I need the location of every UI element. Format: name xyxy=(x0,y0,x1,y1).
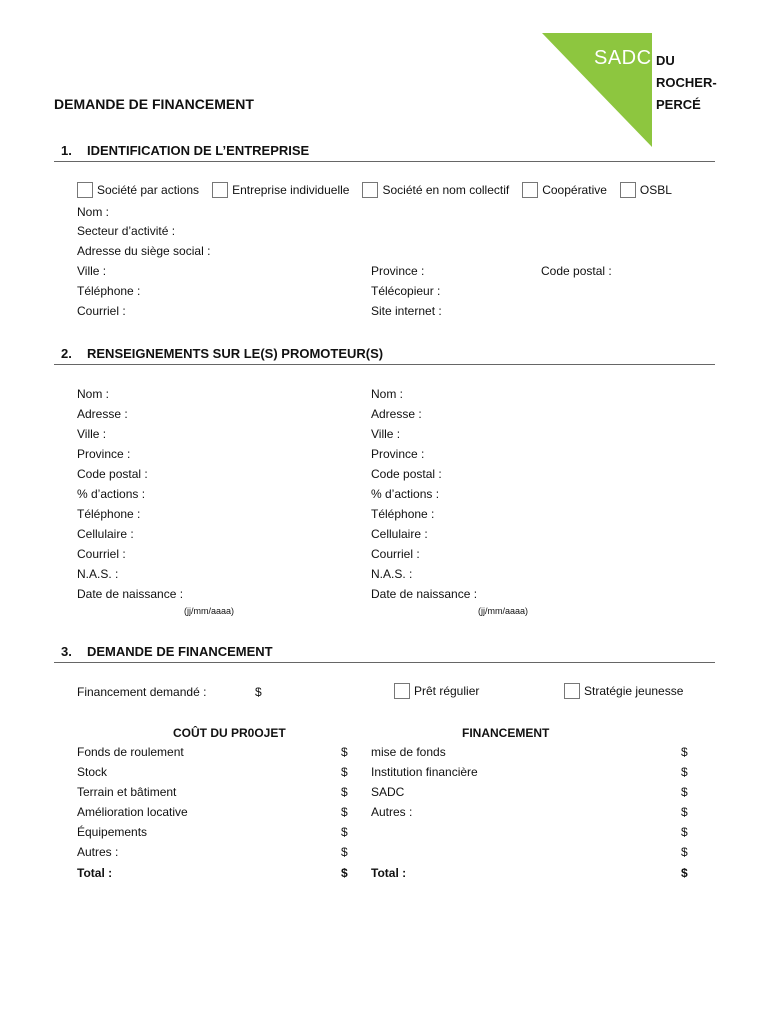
section-3-rule xyxy=(54,662,715,663)
company-type-checkboxes xyxy=(77,182,685,198)
cout-item-label: Stock xyxy=(77,765,108,779)
field-courriel: Courriel : xyxy=(77,304,126,318)
checkbox-label: Prêt régulier xyxy=(414,684,480,698)
checkbox-box[interactable] xyxy=(522,182,538,198)
field-site-internet: Site internet : xyxy=(371,304,442,318)
checkbox-entreprise-individuelle[interactable] xyxy=(212,182,349,198)
promoteur-2-field: Téléphone : xyxy=(371,507,435,521)
field-telephone: Téléphone : xyxy=(77,284,141,298)
checkbox-box[interactable] xyxy=(620,182,636,198)
section-1-number: 1. xyxy=(61,143,72,158)
financement-item-currency: $ xyxy=(681,765,688,779)
cout-item-currency: $ xyxy=(341,745,348,759)
section-1-title: IDENTIFICATION DE L’ENTREPRISE xyxy=(87,143,310,158)
checkbox-osbl[interactable] xyxy=(620,182,672,198)
financement-item-currency: $ xyxy=(681,785,688,799)
section-3-number: 3. xyxy=(61,644,72,659)
financement-item-currency: $ xyxy=(681,825,688,839)
financement-total-label: Total : xyxy=(371,866,407,880)
checkbox-strategie-jeunesse[interactable] xyxy=(564,683,683,699)
promoteur-1-field: Date de naissance : xyxy=(77,587,184,601)
promoteur-1-field: Code postal : xyxy=(77,467,148,481)
cout-item-label: Amélioration locative xyxy=(77,805,188,819)
promoteur-1-field: Province : xyxy=(77,447,131,461)
promoteur-2-field: N.A.S. : xyxy=(371,567,413,581)
cout-item-label: Fonds de roulement xyxy=(77,745,184,759)
field-province: Province : xyxy=(371,264,425,278)
section-3-title: DEMANDE DE FINANCEMENT xyxy=(87,644,273,659)
financement-item-label: SADC xyxy=(371,785,405,799)
promoteur-1-field: Courriel : xyxy=(77,547,126,561)
checkbox-societe-par-actions[interactable] xyxy=(77,182,199,198)
promoteur-2-field: Code postal : xyxy=(371,467,442,481)
checkbox-label: Entreprise individuelle xyxy=(232,183,350,197)
financement-total-currency: $ xyxy=(681,866,688,880)
logo-line-3: PERCÉ xyxy=(656,97,701,112)
cout-item-currency: $ xyxy=(341,805,348,819)
promoteur-1-field: Nom : xyxy=(77,387,110,401)
checkbox-label: Coopérative xyxy=(542,183,607,197)
checkbox-cooperative[interactable] xyxy=(522,182,607,198)
section-2-title: RENSEIGNEMENTS SUR LE(S) PROMOTEUR(S) xyxy=(87,346,384,361)
field-code-postal: Code postal : xyxy=(541,264,612,278)
logo-line-1: DU xyxy=(656,53,675,68)
checkbox-box[interactable] xyxy=(77,182,93,198)
cout-item-currency: $ xyxy=(341,765,348,779)
date-format-hint-1: (jj/mm/aaaa) xyxy=(184,606,235,616)
promoteur-2-field: Date de naissance : xyxy=(371,587,478,601)
field-ville: Ville : xyxy=(77,264,107,278)
promoteur-1-field: Ville : xyxy=(77,427,107,441)
financement-demande-currency: $ xyxy=(255,685,262,699)
financement-item-label: Autres : xyxy=(371,805,413,819)
financement-item-currency: $ xyxy=(681,805,688,819)
financement-item-label: mise de fonds xyxy=(371,745,446,759)
cout-total-label: Total : xyxy=(77,866,113,880)
promoteur-2-field: Cellulaire : xyxy=(371,527,428,541)
checkbox-box[interactable] xyxy=(362,182,378,198)
checkbox-label: Société par actions xyxy=(97,183,200,197)
section-2-rule xyxy=(54,364,715,365)
financement-demande-label: Financement demandé : xyxy=(77,685,207,699)
checkbox-label: Société en nom collectif xyxy=(382,183,510,197)
cout-item-currency: $ xyxy=(341,825,348,839)
cout-projet-header: COÛT DU PR0OJET xyxy=(173,726,286,740)
checkbox-label: Stratégie jeunesse xyxy=(584,684,684,698)
cout-item-currency: $ xyxy=(341,845,348,859)
cout-item-label: Équipements xyxy=(77,825,148,839)
financement-item-label: Institution financière xyxy=(371,765,478,779)
cout-item-label: Autres : xyxy=(77,845,119,859)
field-secteur: Secteur d’activité : xyxy=(77,224,176,238)
financement-item-currency: $ xyxy=(681,745,688,759)
logo-location-text xyxy=(656,50,717,116)
promoteur-2-field: Courriel : xyxy=(371,547,420,561)
promoteur-2-field: Province : xyxy=(371,447,425,461)
promoteur-1-field: Adresse : xyxy=(77,407,128,421)
financement-header: FINANCEMENT xyxy=(462,726,550,740)
section-1-heading xyxy=(61,143,309,158)
section-1-rule xyxy=(54,161,715,162)
section-2-number: 2. xyxy=(61,346,72,361)
promoteur-2-field: % d’actions : xyxy=(371,487,440,501)
logo-line-2: ROCHER- xyxy=(656,75,717,90)
section-3-heading xyxy=(61,644,273,659)
date-format-hint-2: (jj/mm/aaaa) xyxy=(478,606,529,616)
document-title: DEMANDE DE FINANCEMENT xyxy=(54,96,254,112)
field-nom: Nom : xyxy=(77,205,110,219)
logo-sadc-text: SADC xyxy=(594,47,652,69)
cout-total-currency: $ xyxy=(341,866,348,880)
checkbox-box[interactable] xyxy=(212,182,228,198)
field-telecopieur: Télécopieur : xyxy=(371,284,441,298)
promoteur-2-field: Adresse : xyxy=(371,407,422,421)
checkbox-box[interactable] xyxy=(564,683,580,699)
promoteur-2-field: Nom : xyxy=(371,387,404,401)
section-2-heading xyxy=(61,346,383,361)
financement-item-currency: $ xyxy=(681,845,688,859)
cout-item-label: Terrain et bâtiment xyxy=(77,785,177,799)
promoteur-1-field: N.A.S. : xyxy=(77,567,119,581)
promoteur-1-field: % d’actions : xyxy=(77,487,146,501)
checkbox-societe-nom-collectif[interactable] xyxy=(362,182,509,198)
promoteur-1-field: Téléphone : xyxy=(77,507,141,521)
checkbox-label: OSBL xyxy=(639,183,672,197)
promoteur-2-field: Ville : xyxy=(371,427,401,441)
checkbox-pret-regulier[interactable] xyxy=(394,683,479,699)
cout-item-currency: $ xyxy=(341,785,348,799)
promoteur-1-field: Cellulaire : xyxy=(77,527,134,541)
field-adresse-siege: Adresse du siège social : xyxy=(77,244,211,258)
checkbox-box[interactable] xyxy=(394,683,410,699)
